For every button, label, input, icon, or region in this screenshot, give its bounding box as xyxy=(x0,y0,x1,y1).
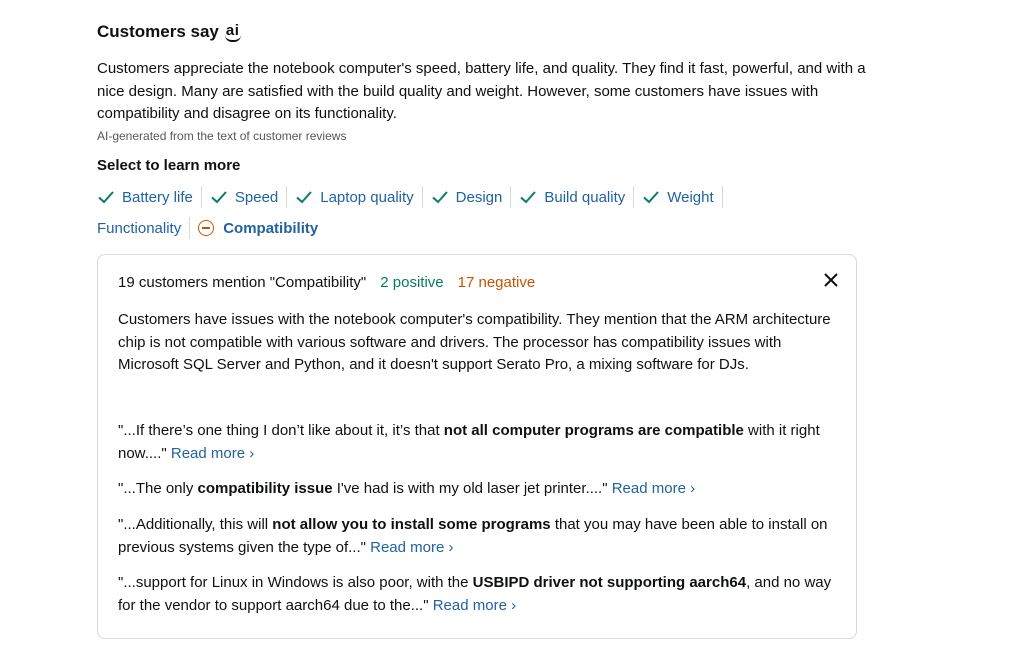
review-quote xyxy=(118,514,843,559)
quote-text: that you may have been able to install on previous systems given the type of..." xyxy=(118,516,828,556)
aspect-chip-label: Build quality xyxy=(544,188,626,206)
check-icon xyxy=(642,188,660,206)
positive-count: 2 positive xyxy=(380,274,444,291)
aspect-chip-battery-life[interactable] xyxy=(97,186,202,208)
quote-highlight: compatibility issue xyxy=(197,480,333,497)
read-more-link[interactable]: Read more › xyxy=(611,480,696,497)
quote-text: I've had is with my old laser jet printer...." xyxy=(332,480,612,497)
select-to-learn-label: Select to learn more xyxy=(97,157,241,174)
review-quote xyxy=(118,478,843,501)
mention-count: 19 customers mention "Compatibility" xyxy=(118,274,367,291)
aspect-chip-weight[interactable] xyxy=(642,186,722,208)
section-title xyxy=(97,22,239,42)
aspect-chip-laptop-quality[interactable] xyxy=(295,186,422,208)
aspect-chip-label: Compatibility xyxy=(223,219,319,237)
read-more-link[interactable]: Read more › xyxy=(370,538,454,556)
quote-highlight: not all computer programs are compatible xyxy=(443,422,744,439)
quote-text: "...The only xyxy=(118,480,198,497)
check-icon xyxy=(210,188,228,206)
minus-circle-icon xyxy=(198,220,214,236)
aspect-chip-label: Speed xyxy=(234,188,279,206)
quote-text: "...If there’s one thing I don’t like about it, it’s that xyxy=(118,422,444,439)
quote-text: , and no way for the vendor to support aarch64 due to the..." xyxy=(118,574,832,614)
review-quote xyxy=(118,420,843,465)
check-icon xyxy=(97,188,115,206)
check-icon xyxy=(295,188,313,206)
aspect-chip-label: Weight xyxy=(667,188,714,206)
quote-highlight: USBIPD driver not supporting aarch64 xyxy=(472,574,747,591)
close-icon[interactable] xyxy=(822,271,840,289)
quote-text: with it right now...." xyxy=(118,422,820,462)
review-summary: Customers appreciate the notebook computer's speed, battery life, and quality. They find it fast, powerful, and with a nice design. Many are satisfied with the build quality and weight. However, some customers have issues with compatibility and disagree on its functionality. xyxy=(97,60,866,122)
read-more-link[interactable]: Read more › xyxy=(170,444,255,462)
ai-icon: ai xyxy=(226,22,240,42)
aspect-chip-speed[interactable] xyxy=(210,186,287,208)
read-more-link[interactable]: Read more › xyxy=(432,596,517,614)
quote-text: "...Additionally, this will xyxy=(118,516,273,533)
aspect-detail-panel xyxy=(97,254,857,639)
negative-count: 17 negative xyxy=(457,274,536,291)
check-icon xyxy=(519,188,537,206)
aspect-chips xyxy=(97,186,797,239)
aspect-chip-design[interactable] xyxy=(431,186,512,208)
ai-generated-note: AI-generated from the text of customer reviews xyxy=(97,129,347,143)
aspect-chip-label: Laptop quality xyxy=(320,188,414,206)
review-quote xyxy=(118,572,843,617)
panel-summary: Customers have issues with the notebook computer's compatibility. They mention that the ARM architecture chip is not compatible with various software and drivers. The processor has compatibility issues with Microsoft SQL Server and Python, and it doesn't support Serato Pro, a mixing software for DJs. xyxy=(118,311,831,373)
aspect-chip-build-quality[interactable] xyxy=(519,186,634,208)
check-icon xyxy=(431,188,449,206)
aspect-chip-functionality[interactable] xyxy=(97,217,190,239)
panel-header xyxy=(118,274,535,291)
aspect-chip-label: Functionality xyxy=(97,219,182,237)
aspect-chip-label: Design xyxy=(455,188,503,206)
quote-text: "...support for Linux in Windows is also poor, with the xyxy=(118,574,473,591)
aspect-chip-label: Battery life xyxy=(122,188,193,206)
quote-highlight: not allow you to install some programs xyxy=(272,516,551,533)
section-title-text: Customers say xyxy=(97,22,219,41)
aspect-chip-compatibility[interactable] xyxy=(198,217,326,239)
